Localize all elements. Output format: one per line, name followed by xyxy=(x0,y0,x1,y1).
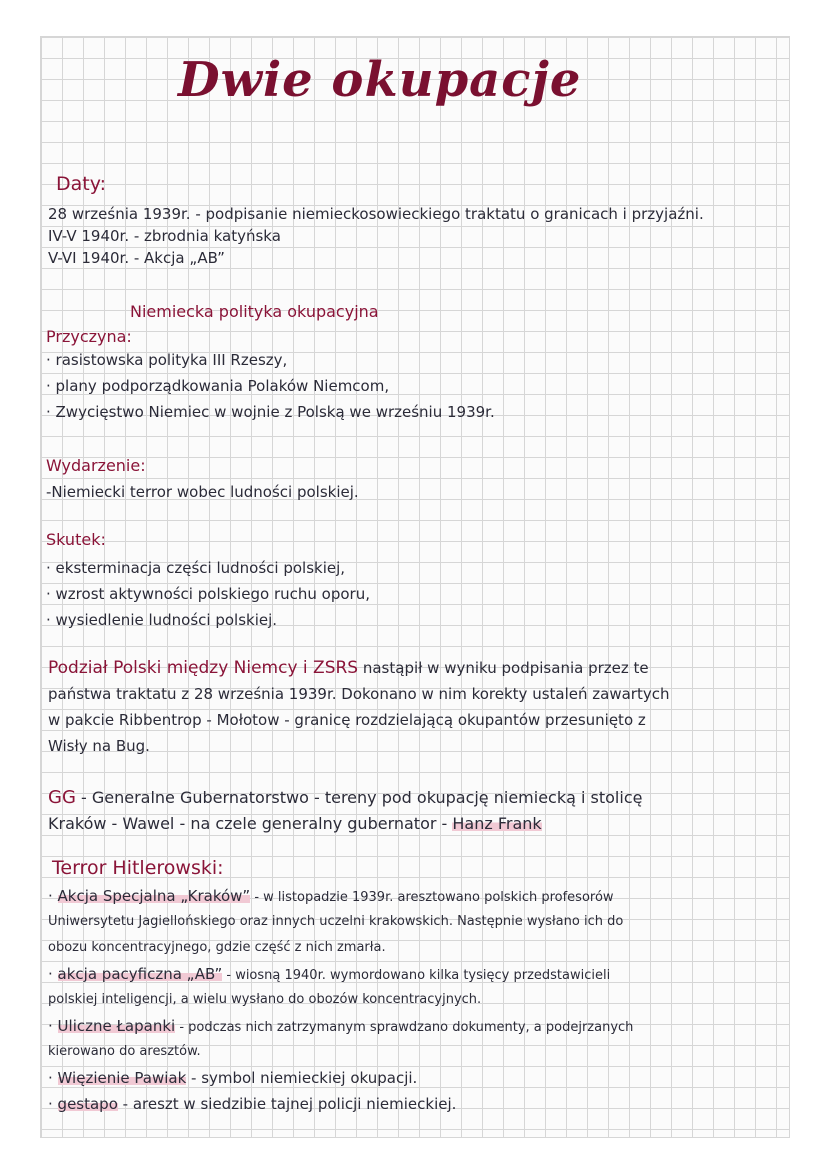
date-item: 28 września 1939r. - podpisanie niemieckosowieckiego traktatu o granicach i przyjaźni. xyxy=(48,205,704,223)
date-item: V-VI 1940r. - Akcja „AB” xyxy=(48,249,225,267)
paragraph-line: kierowano do aresztów. xyxy=(48,1044,201,1059)
bullet: · xyxy=(48,1069,58,1087)
paragraph-line: Uniwersytetu Jagiellońskiego oraz innych uczelni krakowskich. Następnie wysłano ich do xyxy=(48,914,624,929)
bullet: · xyxy=(48,965,58,983)
terror-item xyxy=(48,1016,633,1038)
gg-text: - Generalne Gubernatorstwo - tereny pod okupację niemiecką i stolicę xyxy=(75,788,643,807)
list-item: · rasistowska polityka III Rzeszy, xyxy=(46,351,288,369)
list-item: · plany podporządkowania Polaków Niemcom, xyxy=(46,377,390,395)
terror-text: - w listopadzie 1939r. aresztowano polskich profesorów xyxy=(250,890,614,905)
podzial-text: nastąpił w wyniku podpisania przez te xyxy=(358,659,649,677)
gg-text: Kraków - Wawel - na czele generalny gubernator - xyxy=(48,814,453,833)
bullet: · xyxy=(48,1095,58,1113)
list-item: -Niemiecki terror wobec ludności polskiej. xyxy=(46,483,359,501)
list-item: · wzrost aktywności polskiego ruchu oporu, xyxy=(46,585,370,603)
terror-item xyxy=(48,964,610,986)
paragraph-line: Wisły na Bug. xyxy=(48,737,150,755)
highlighted-term: Więzienie Pawiak xyxy=(57,1069,187,1087)
paragraph-line: polskiej inteligencji, a wielu wysłano do obozów koncentracyjnych. xyxy=(48,992,482,1007)
list-item: · Zwycięstwo Niemiec w wojnie z Polską we wrześniu 1939r. xyxy=(46,403,495,421)
bullet: · xyxy=(48,887,58,905)
terror-item xyxy=(48,1094,456,1114)
paragraph-line: w pakcie Ribbentrop - Mołotow - granicę rozdzielającą okupantów przesunięto z xyxy=(48,711,646,729)
section-heading-polityka: Niemiecka polityka okupacyjna xyxy=(130,302,379,321)
section-heading-terror: Terror Hitlerowski: xyxy=(52,857,224,879)
terror-text: - areszt w siedzibie tajnej policji niemieckiej. xyxy=(117,1095,457,1113)
page-title: Dwie okupacje xyxy=(178,52,582,108)
gg-lead: GG xyxy=(48,787,76,808)
highlighted-term: Uliczne Łapanki xyxy=(57,1017,176,1035)
list-item: · wysiedlenie ludności polskiej. xyxy=(46,611,278,629)
terror-item xyxy=(48,886,614,908)
paragraph-line: obozu koncentracyjnego, gdzie część z nich zmarła. xyxy=(48,940,386,955)
terror-text: - podczas nich zatrzymanym sprawdzano dokumenty, a podejrzanych xyxy=(175,1020,634,1035)
terror-text: - wiosną 1940r. wymordowano kilka tysięcy przedstawicieli xyxy=(222,968,611,983)
podzial-lead: Podział Polski między Niemcy i ZSRS xyxy=(48,658,359,678)
list-item: · eksterminacja części ludności polskiej, xyxy=(46,559,346,577)
terror-text: - symbol niemieckiej okupacji. xyxy=(186,1069,418,1087)
terror-item xyxy=(48,1068,417,1088)
subheading-przyczyna: Przyczyna: xyxy=(46,327,132,346)
highlighted-term: gestapo xyxy=(57,1095,118,1113)
highlighted-term: Akcja Specjalna „Kraków” xyxy=(57,887,251,905)
subheading-wydarzenie: Wydarzenie: xyxy=(46,456,146,475)
paragraph-line xyxy=(48,658,649,678)
highlighted-term: akcja pacyficzna „AB” xyxy=(57,965,223,983)
subheading-skutek: Skutek: xyxy=(46,530,106,549)
bullet: · xyxy=(48,1017,58,1035)
highlighted-term: Hanz Frank xyxy=(452,814,542,833)
paragraph-line xyxy=(48,788,642,808)
paragraph-line: państwa traktatu z 28 września 1939r. Dokonano w nim korekty ustaleń zawartych xyxy=(48,685,670,703)
section-heading-daty: Daty: xyxy=(56,173,106,195)
date-item: IV-V 1940r. - zbrodnia katyńska xyxy=(48,227,281,245)
paragraph-line xyxy=(48,814,542,834)
